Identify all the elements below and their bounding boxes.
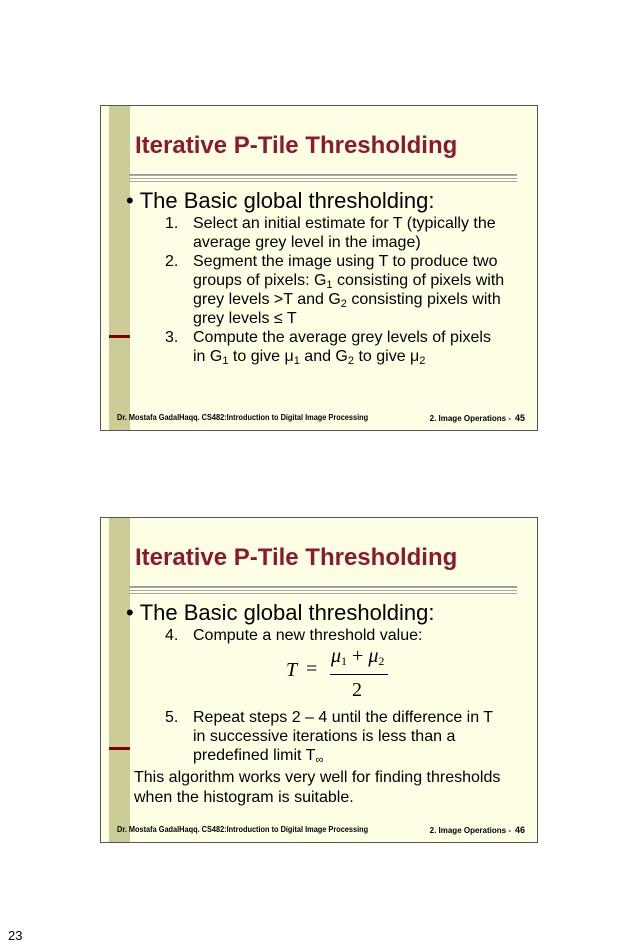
bullet-point bbox=[126, 600, 434, 626]
step-list bbox=[165, 708, 493, 765]
formula-lhs: T bbox=[286, 659, 298, 681]
step-list bbox=[165, 214, 504, 366]
formula-equals: = bbox=[306, 658, 318, 680]
step-number: 5. bbox=[165, 709, 179, 726]
slide-title: Iterative P-Tile Thresholding bbox=[135, 544, 458, 571]
title-rule bbox=[129, 174, 517, 184]
step-line: in $G_1$ to give $\mu_1$ and $G_2$ to give $\mu_2$ bbox=[193, 348, 426, 367]
page-number: 23 bbox=[8, 928, 23, 943]
step-line: in successive iterations is less than a bbox=[193, 728, 456, 745]
step-4 bbox=[165, 626, 422, 645]
footer-author: Dr. Mostafa GadalHaqq. CS482:Introduction to Digital Image Processing bbox=[117, 825, 369, 834]
step-number: 2. bbox=[165, 253, 179, 270]
threshold-formula bbox=[286, 645, 406, 705]
paragraph-line: This algorithm works very well for finding thresholds bbox=[134, 769, 501, 786]
formula-numerator: $\mu_1 + \mu_2$ bbox=[331, 645, 385, 668]
slide-side-tick bbox=[109, 335, 130, 338]
title-rule bbox=[129, 586, 517, 596]
step-3 bbox=[165, 328, 504, 366]
bullet-dot: • bbox=[126, 188, 134, 213]
step-line: predefined limit $T_\infty$ bbox=[193, 747, 324, 766]
paragraph-line: when the histogram is suitable. bbox=[134, 789, 354, 806]
step-2 bbox=[165, 252, 504, 328]
slide-45 bbox=[100, 105, 538, 431]
step-line: average grey level in the image) bbox=[193, 234, 421, 251]
step-1 bbox=[165, 214, 504, 252]
slide-side-bar bbox=[109, 518, 130, 842]
slide-side-tick bbox=[109, 747, 130, 750]
summary-paragraph bbox=[134, 768, 534, 808]
step-line: groups of pixels: $G_1$ consisting of pixels with bbox=[193, 272, 505, 291]
step-line: Compute a new threshold value: bbox=[193, 627, 423, 644]
slide-number: 46 bbox=[514, 825, 525, 835]
step-number: 1. bbox=[165, 215, 179, 232]
step-line: Compute the average grey levels of pixels bbox=[193, 329, 491, 346]
step-number: 3. bbox=[165, 329, 179, 346]
footer-author: Dr. Mostafa GadalHaqq. CS482:Introduction to Digital Image Processing bbox=[117, 413, 369, 422]
bullet-point bbox=[126, 188, 434, 214]
footer-section: 2. Image Operations - 45 bbox=[429, 413, 525, 423]
formula-fraction-bar bbox=[330, 674, 388, 675]
step-5 bbox=[165, 708, 493, 765]
step-line: grey levels ≤ T bbox=[193, 310, 297, 327]
bullet-dot: • bbox=[126, 600, 134, 625]
bullet-text: The Basic global thresholding: bbox=[139, 600, 435, 625]
slide-side-bar bbox=[109, 106, 130, 430]
bullet-text: The Basic global thresholding: bbox=[139, 188, 435, 213]
step-list bbox=[165, 626, 422, 645]
step-line: grey levels >T and $G_2$ consisting pixels with bbox=[193, 291, 501, 310]
slide-title: Iterative P-Tile Thresholding bbox=[135, 132, 458, 159]
formula-denominator: 2 bbox=[352, 679, 362, 701]
step-line: Repeat steps 2 – 4 until the difference in T bbox=[193, 709, 494, 726]
footer-section: 2. Image Operations - 46 bbox=[429, 825, 525, 835]
step-number: 4. bbox=[165, 627, 179, 644]
slide-number: 45 bbox=[514, 413, 525, 423]
slide-46 bbox=[100, 517, 538, 843]
step-line: Segment the image using T to produce two bbox=[193, 253, 498, 270]
step-line: Select an initial estimate for T (typically the bbox=[193, 215, 496, 232]
